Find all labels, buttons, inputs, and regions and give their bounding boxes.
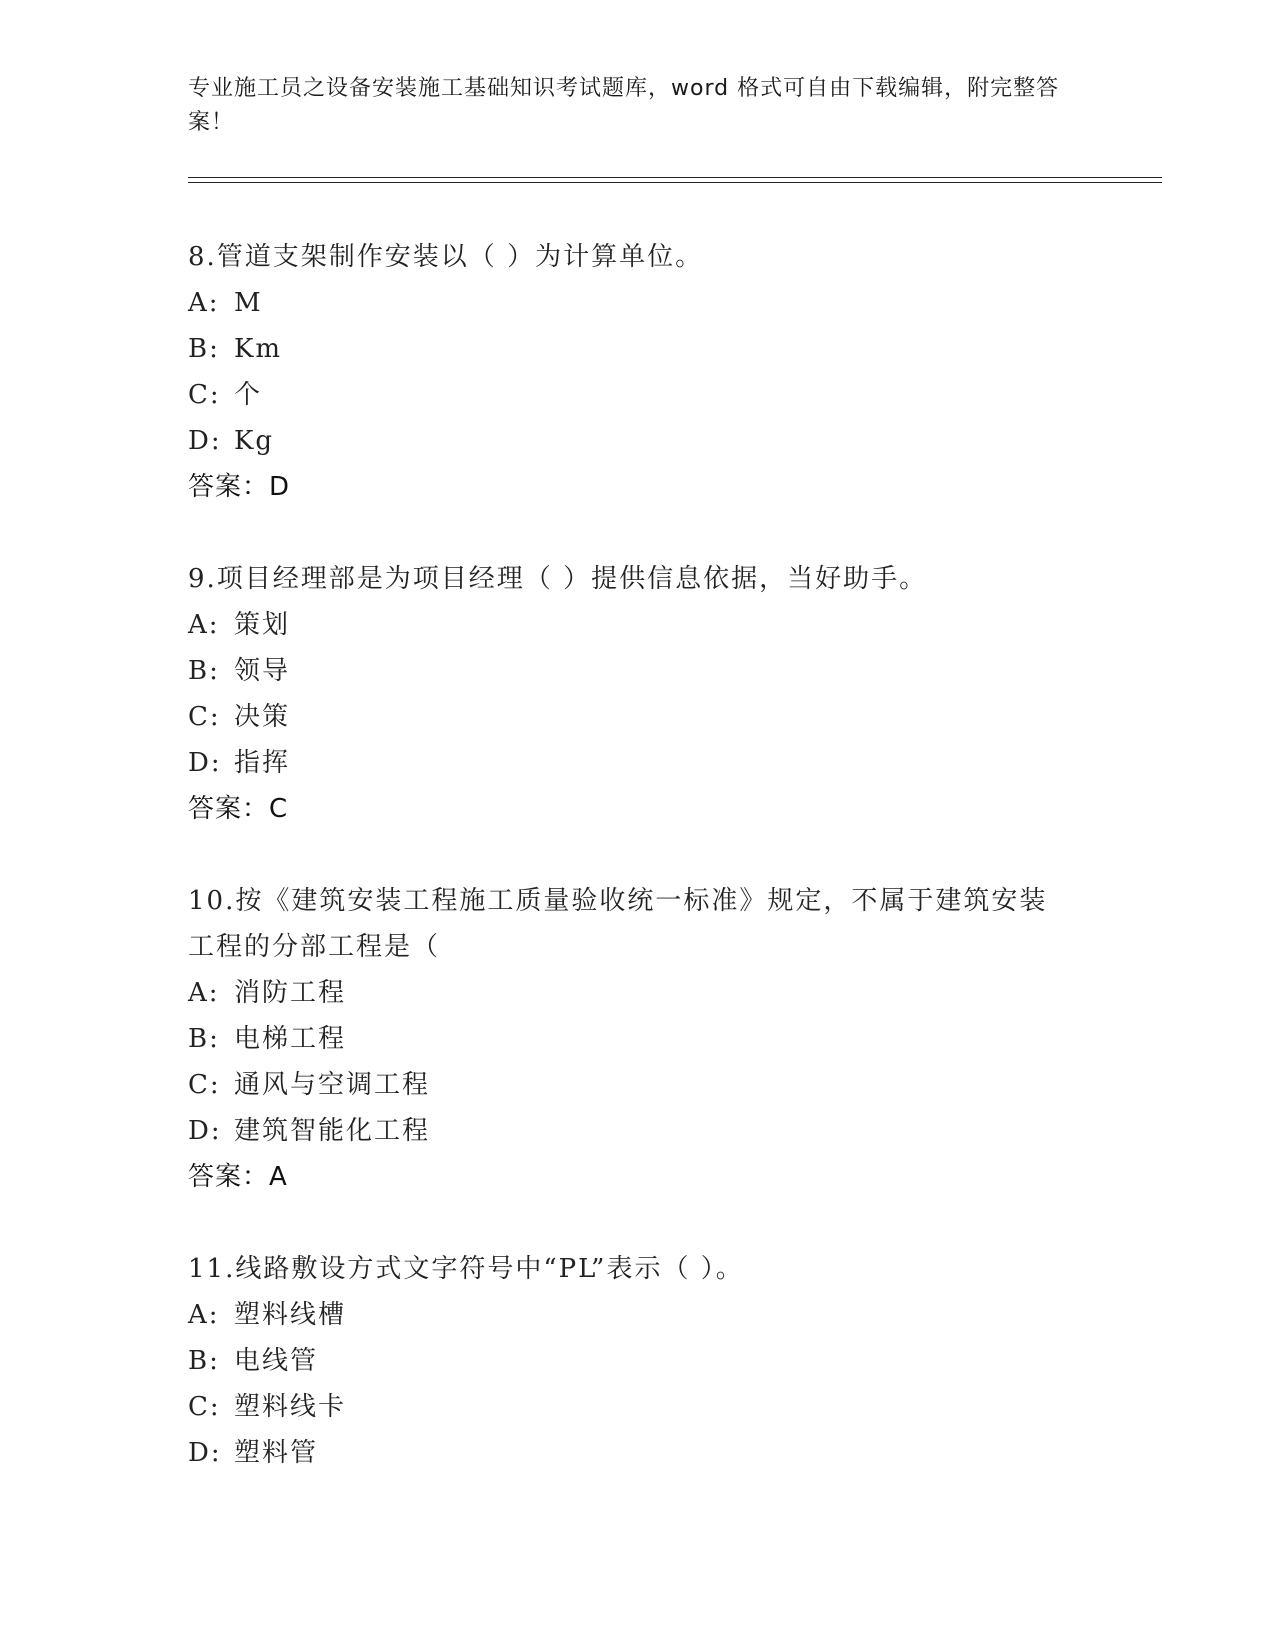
option-c xyxy=(188,694,1088,740)
option-key: C: xyxy=(188,1392,221,1422)
option-d xyxy=(188,1108,1088,1154)
question-10 xyxy=(188,878,1088,1200)
question-stem: 11.线路敷设方式文字符号中“PL”表示（ ）。 xyxy=(188,1254,744,1284)
option-text: 塑料管 xyxy=(234,1438,319,1468)
option-c xyxy=(188,1384,1088,1430)
option-key: A: xyxy=(188,1300,220,1330)
option-key: C: xyxy=(188,1070,221,1100)
option-text: Kg xyxy=(234,426,275,456)
option-text: 个 xyxy=(234,380,263,410)
answer: 答案：C xyxy=(188,794,289,824)
option-text: 策划 xyxy=(234,610,291,640)
option-key: B: xyxy=(188,1346,220,1376)
option-d xyxy=(188,418,1088,464)
option-b xyxy=(188,648,1088,694)
option-text: 通风与空调工程 xyxy=(234,1070,431,1100)
option-text: 领导 xyxy=(234,656,291,686)
option-text: 塑料线卡 xyxy=(234,1392,347,1422)
header-text: 专业施工员之设备安装施工基础知识考试题库，word 格式可自由下载编辑，附完整答案！ xyxy=(188,76,1060,135)
option-text: 电梯工程 xyxy=(234,1024,347,1054)
option-key: A: xyxy=(188,610,220,640)
option-text: 电线管 xyxy=(234,1346,319,1376)
question-11 xyxy=(188,1246,1088,1476)
option-key: B: xyxy=(188,1024,220,1054)
option-text: 塑料线槽 xyxy=(234,1300,347,1330)
header-rule-bottom xyxy=(188,182,1162,183)
option-key: C: xyxy=(188,702,221,732)
option-c xyxy=(188,372,1088,418)
header-rule-top xyxy=(188,177,1162,178)
option-key: B: xyxy=(188,656,220,686)
option-key: D: xyxy=(188,426,222,456)
option-key: A: xyxy=(188,978,220,1008)
option-b xyxy=(188,1016,1088,1062)
question-stem: 8.管道支架制作安装以（ ）为计算单位。 xyxy=(188,242,704,272)
option-key: A: xyxy=(188,288,220,318)
option-key: D: xyxy=(188,1116,222,1146)
option-b xyxy=(188,326,1088,372)
option-b xyxy=(188,1338,1088,1384)
option-text: 消防工程 xyxy=(234,978,347,1008)
question-stem: 9.项目经理部是为项目经理（ ）提供信息依据，当好助手。 xyxy=(188,564,928,594)
answer: 答案：A xyxy=(188,1162,288,1192)
option-key: C: xyxy=(188,380,221,410)
option-key: D: xyxy=(188,748,222,778)
option-text: 建筑智能化工程 xyxy=(234,1116,431,1146)
option-key: D: xyxy=(188,1438,222,1468)
document-header xyxy=(188,72,1068,140)
option-a xyxy=(188,970,1088,1016)
question-9 xyxy=(188,556,1088,832)
option-text: 决策 xyxy=(234,702,291,732)
option-key: B: xyxy=(188,334,220,364)
option-text: 指挥 xyxy=(234,748,291,778)
answer: 答案：D xyxy=(188,472,291,502)
option-text: M xyxy=(234,288,263,318)
question-stem: 10.按《建筑安装工程施工质量验收统一标准》规定，不属于建筑安装工程的分部工程是（ xyxy=(188,886,1048,962)
option-a xyxy=(188,280,1088,326)
option-d xyxy=(188,740,1088,786)
option-text: Km xyxy=(234,334,283,364)
option-d xyxy=(188,1430,1088,1476)
option-a xyxy=(188,602,1088,648)
option-a xyxy=(188,1292,1088,1338)
option-c xyxy=(188,1062,1088,1108)
question-8 xyxy=(188,234,1088,510)
